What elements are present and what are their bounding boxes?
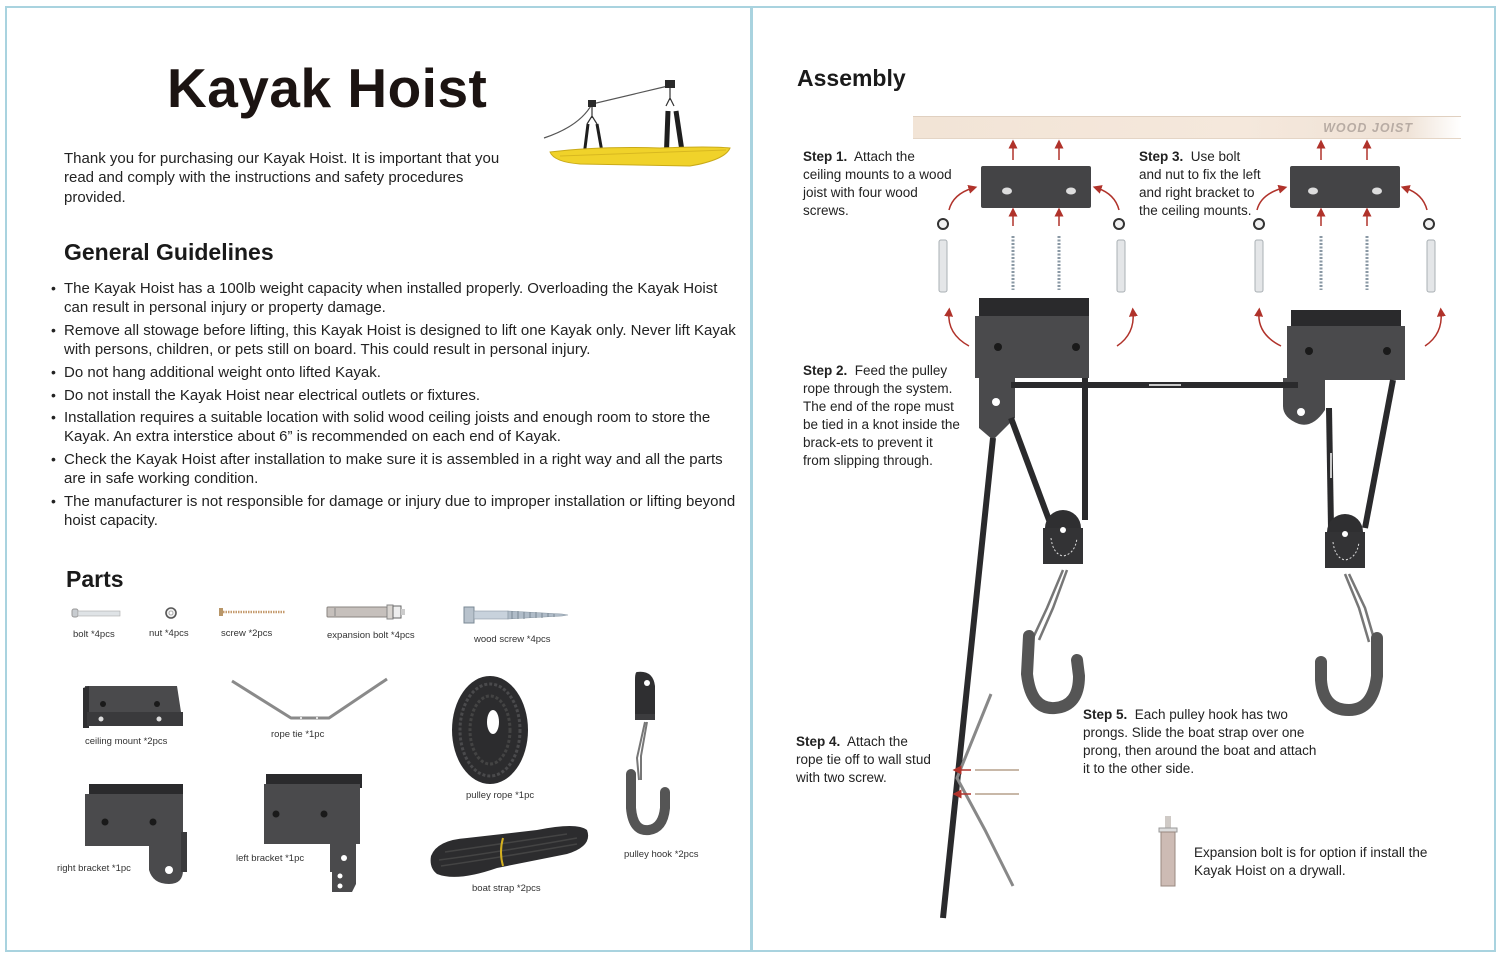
- part-label-rope-tie: rope tie *1pc: [271, 729, 325, 740]
- part-label-pulley-rope: pulley rope *1pc: [466, 790, 535, 801]
- ceiling-mount-icon: [77, 682, 189, 730]
- part-label-wood-screw: wood screw *4pcs: [474, 634, 551, 645]
- part-label-bolt: bolt *4pcs: [73, 629, 115, 640]
- kayak-hoist-illustration: [540, 56, 740, 168]
- ceiling-mount-right: [1290, 166, 1400, 208]
- screw-icon: [217, 606, 287, 618]
- wood-screw-icon: [462, 604, 570, 626]
- step-1-label: Step 1.: [803, 149, 848, 164]
- guideline-item: • Check the Kayak Hoist after installation to make sure it is assembled in a right way and all the parts are in safe working condition.: [50, 450, 740, 488]
- pulley-block-right: [1325, 514, 1365, 568]
- intro-paragraph: Thank you for purchasing our Kayak Hoist. It is important that you read and comply with the instructions and safety procedures provided.: [64, 150, 500, 206]
- step-2-description: Feed the pulley rope through the system. The end of the rope must be tied in a knot inside the brack-ets to prevent it from slipping through.: [803, 363, 960, 468]
- guideline-item: • Remove all stowage before lifting, this Kayak Hoist is designed to lift one Kayak only. Never lift Kayak with persons, children, or pets still on board. This could result in personal injury.: [50, 321, 740, 359]
- assembly-diagram: [753, 8, 1498, 954]
- expansion-bolt-figure: [1159, 816, 1177, 886]
- assembly-heading: Assembly: [797, 65, 906, 91]
- guideline-item: • The manufacturer is not responsible for damage or injury due to improper installation or lifting beyond hoist capacity.: [50, 492, 740, 530]
- nut-icon: [164, 606, 178, 620]
- pulley-rope-icon: [449, 672, 531, 788]
- part-label-pulley-hook: pulley hook *2pcs: [624, 849, 699, 860]
- expansion-bolt-note: Expansion bolt is for option if install the Kayak Hoist on a drywall.: [1194, 845, 1428, 878]
- left-bracket-icon: [262, 772, 366, 896]
- rope-tie-icon: [229, 676, 391, 726]
- guideline-item: • Do not hang additional weight onto lifted Kayak.: [50, 363, 740, 382]
- part-label-expansion-bolt: expansion bolt *4pcs: [327, 630, 415, 641]
- pulley-hook-icon: [611, 668, 671, 836]
- step-5-label: Step 5.: [1083, 707, 1128, 722]
- parts-heading: Parts: [66, 566, 124, 592]
- step-5-description: Each pulley hook has two prongs. Slide the boat strap over one prong, then around the boat and attach it to the other side.: [1083, 707, 1317, 776]
- step-4-description: Attach the rope tie off to wall stud with two screw.: [796, 734, 931, 785]
- part-label-right-bracket: right bracket *1pc: [57, 863, 131, 874]
- ceiling-mount-left: [981, 166, 1091, 208]
- step-3-description: Use bolt and nut to fix the left and right bracket to the ceiling mounts.: [1139, 149, 1261, 218]
- step-4-label: Step 4.: [796, 734, 841, 749]
- part-label-ceiling-mount: ceiling mount *2pcs: [85, 736, 168, 747]
- guideline-item: • The Kayak Hoist has a 100lb weight capacity when installed properly. Overloading the Kayak Hoist can result in personal injury or property damage.: [50, 279, 740, 317]
- pulley-hook-left: [1027, 570, 1079, 708]
- guideline-item: • Do not install the Kayak Hoist near electrical outlets or fixtures.: [50, 386, 740, 405]
- boat-strap-icon: [427, 816, 595, 884]
- part-label-screw: screw *2pcs: [221, 628, 273, 639]
- step-1-description: Attach the ceiling mounts to a wood joist with four wood screws.: [803, 149, 952, 218]
- page-title: Kayak Hoist: [167, 57, 488, 119]
- general-guidelines-heading: General Guidelines: [64, 239, 274, 265]
- right-page: [751, 6, 1496, 952]
- guidelines-list: [50, 279, 740, 534]
- part-label-left-bracket: left bracket *1pc: [236, 853, 305, 864]
- guideline-item: • Installation requires a suitable location with solid wood ceiling joists and enough room to store the Kayak. An extra interstice about 6” is recommended on each end of Kayak.: [50, 408, 740, 446]
- step-3-label: Step 3.: [1139, 149, 1184, 164]
- bolt-icon: [70, 606, 122, 620]
- pulley-block-left: [1043, 510, 1083, 564]
- expansion-bolt-icon: [325, 603, 407, 621]
- part-label-nut: nut *4pcs: [149, 628, 189, 639]
- pulley-hook-right: [1321, 574, 1377, 710]
- wood-joist-label: WOOD JOIST: [1323, 121, 1413, 135]
- left-page: [5, 6, 752, 952]
- step-2-label: Step 2.: [803, 363, 848, 378]
- left-bracket: [975, 298, 1089, 440]
- part-label-boat-strap: boat strap *2pcs: [472, 883, 541, 894]
